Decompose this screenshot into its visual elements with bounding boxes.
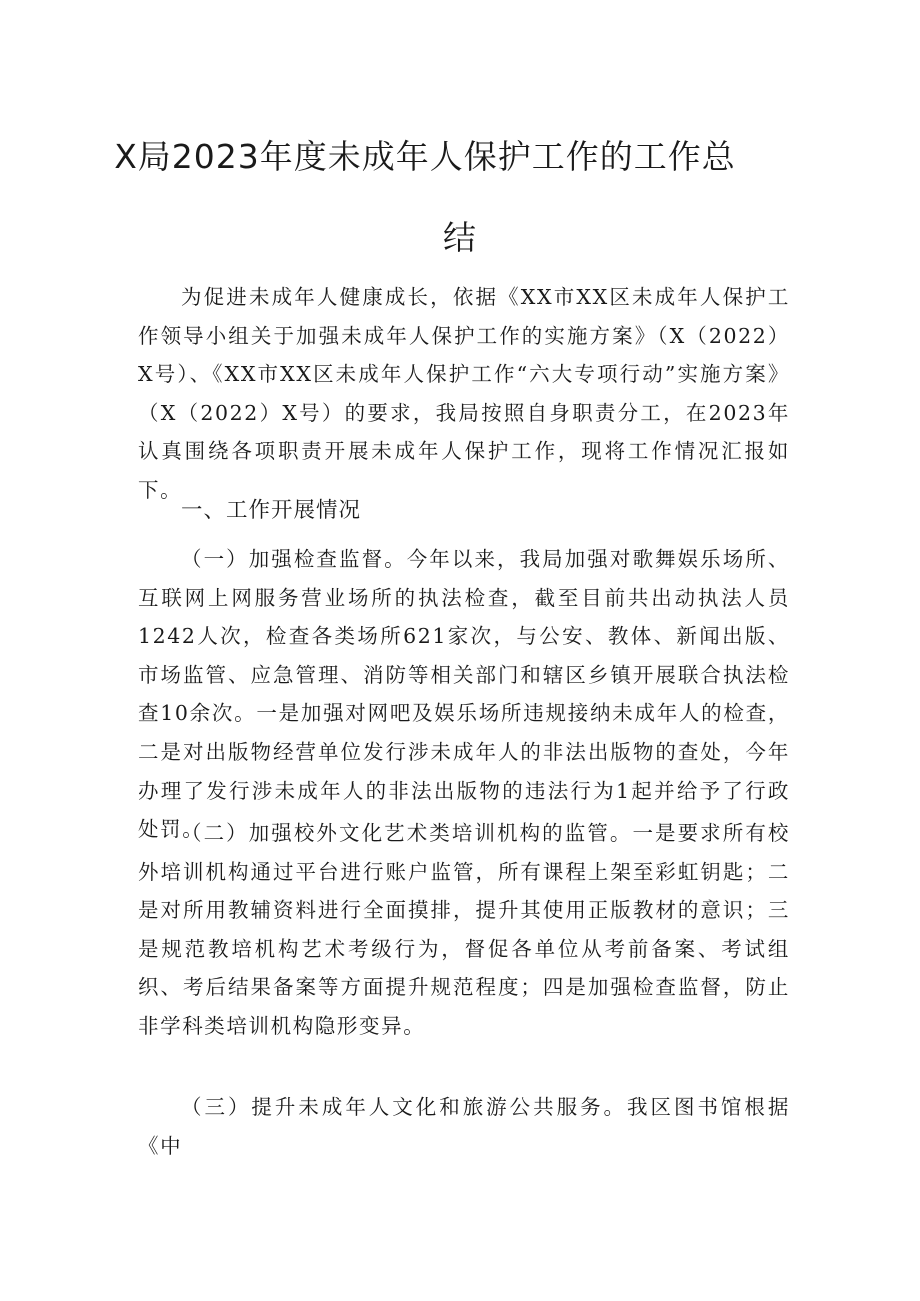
document-title: X局2023年度未成年人保护工作的工作总 [114, 137, 736, 176]
paragraph-public-service: （三）提升未成年人文化和旅游公共服务。我区图书馆根据《中 [138, 1095, 790, 1158]
document-title-continuation: 结 [443, 218, 477, 257]
paragraph-training-supervision: （二）加强校外文化艺术类培训机构的监管。一是要求所有校外培训机构通过平台进行账户监管，所有课程上架至彩虹钥匙；二是对所用教辅资料进行全面摸排，提升其使用正版教材的意识；三是规范教培机构艺术考级行为，督促各单位从考前备案、考试组织、考后结果备案等方面提升规范程度；四是加强检查监督，防止非学科类培训机构隐形变异。 [138, 821, 790, 1038]
section-heading: 一、工作开展情况 [181, 498, 362, 523]
intro-paragraph: 为促进未成年人健康成长，依据《XX市XX区未成年人保护工作领导小组关于加强未成年人保护工作的实施方案》（X（2022）X号）、《XX市XX区未成年人保护工作“六大专项行动”实施方案》（X（2022）X号）的要求，我局按照自身职责分工，在2023年认真围绕各项职责开展未成年人保护工作，现将工作情况汇报如下。 [138, 285, 790, 502]
paragraph-inspection: （一）加强检查监督。今年以来，我局加强对歌舞娱乐场所、互联网上网服务营业场所的执法检查，截至目前共出动执法人员1242人次，检查各类场所621家次，与公安、教体、新闻出版、市场监管、应急管理、消防等相关部门和辖区乡镇开展联合执法检查10余次。一是加强对网吧及娱乐场所违规接纳未成年人的检查，二是对出版物经营单位发行涉未成年人的非法出版物的查处，今年办理了发行涉未成年人的非法出版物的违法行为1起并给予了行政处罚。 [138, 547, 790, 842]
